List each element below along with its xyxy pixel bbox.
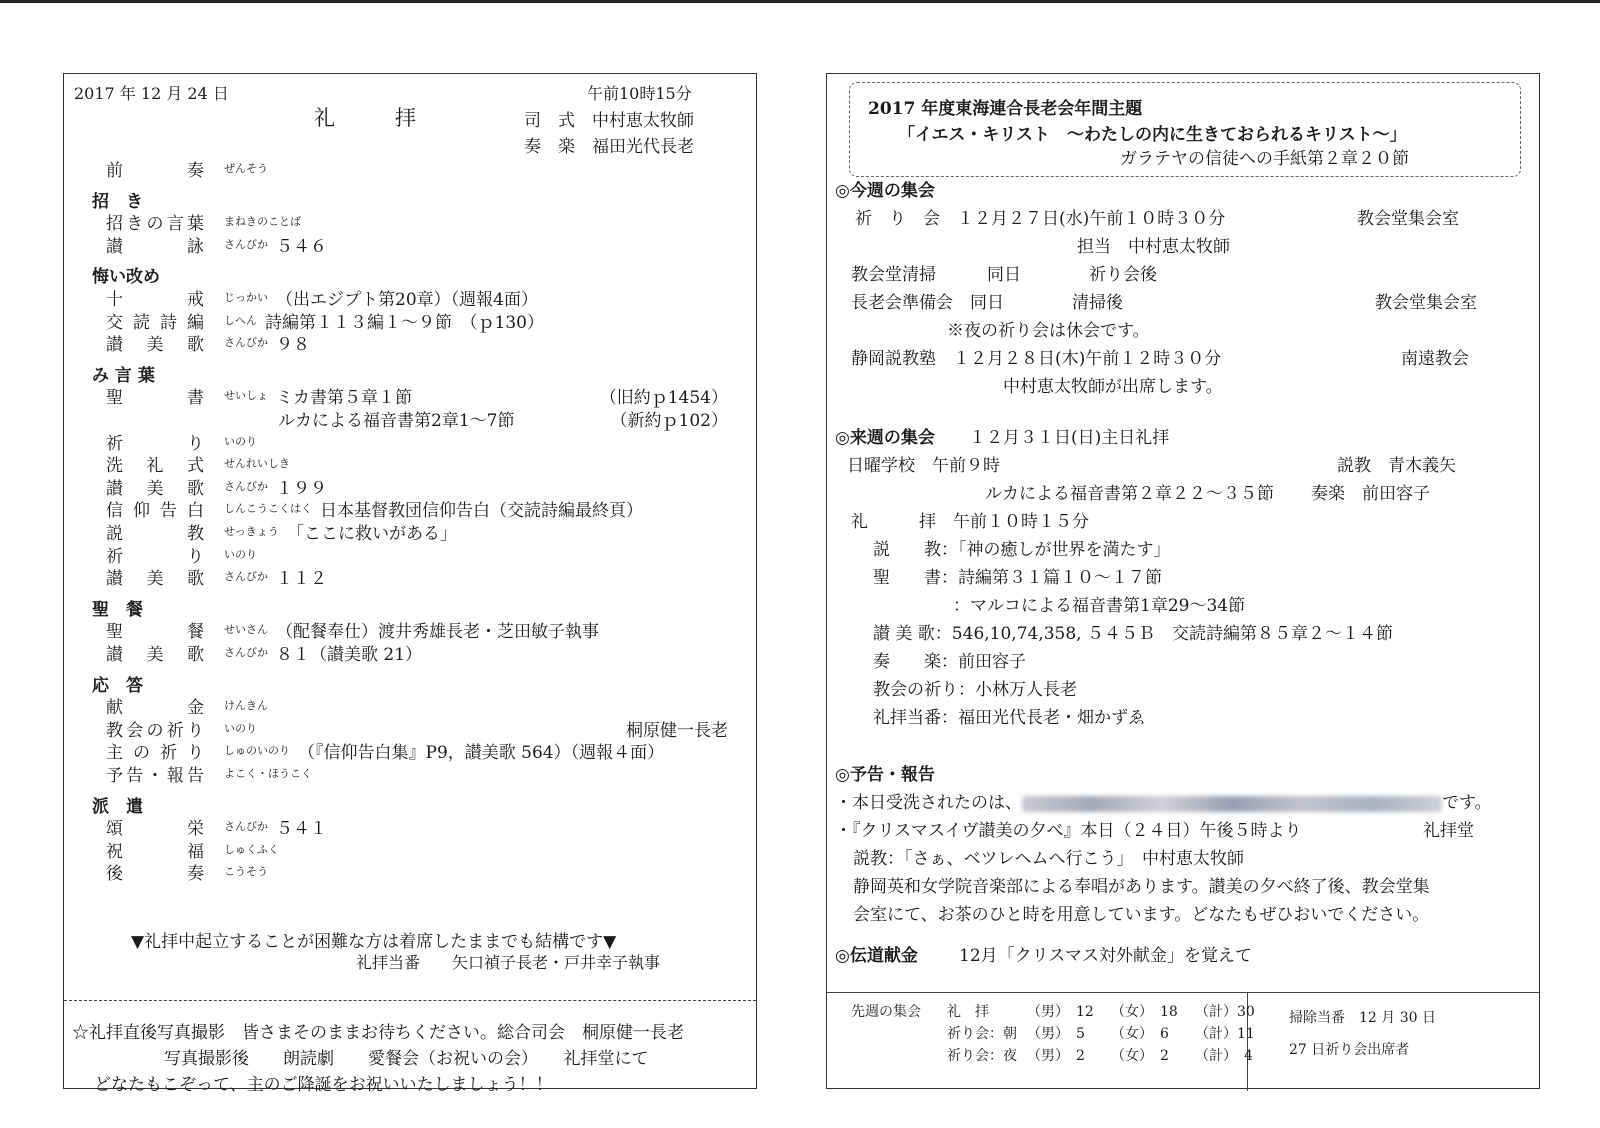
item-value: 詩編第１１３編１～９節 （ｐ130）: [265, 312, 544, 333]
attendance-name: 礼 拝: [947, 1004, 989, 1020]
item-label: 後 奏: [106, 864, 204, 885]
worship-title: 礼 拝: [314, 106, 422, 130]
service-date: 2017 年 12 月 24 日: [74, 84, 229, 103]
next-church-prayer: 教会の祈り：小林万人長老: [873, 680, 1077, 700]
photo-notice-line3: どなたもこぞって、主のご降誕をお祝いいたしましょう！！: [94, 1075, 553, 1095]
attendance-m: （男） 5: [1027, 1026, 1085, 1042]
cleaning-duty: 掃除当番 12 月 30 日: [1289, 1010, 1436, 1026]
item-reading: さんびか: [224, 479, 268, 493]
service-item: [64, 383, 756, 409]
item-value: ９８: [276, 335, 310, 356]
item-label: 説 教: [106, 524, 204, 544]
item-label: 讃 美 歌: [106, 645, 204, 665]
redacted-names: [1022, 796, 1442, 812]
christmas-eve-place: 礼拝堂: [1423, 821, 1474, 841]
next-week-date: １２月３１日(日)主日礼拝: [969, 428, 1170, 448]
weekly-bulletin-panel: [826, 73, 1540, 1089]
this-week-heading: ◎今週の集会: [835, 181, 935, 201]
christmas-eve-event: ・『クリスマスイヴ讃美の夕べ』本日（２４日）午後５時より: [835, 821, 1302, 841]
item-reading: せんれいしき: [224, 457, 290, 471]
item-reading: せっきょう: [224, 525, 279, 538]
attendance-f: （女） 2: [1111, 1048, 1169, 1064]
next-scripture-1: 聖 書：詩編第３１篇１０～１７節: [873, 568, 1162, 588]
baptism-suffix: です。: [1442, 793, 1492, 813]
dashed-divider: [64, 1000, 756, 1001]
item-value: ５４１: [276, 819, 327, 840]
church-cleaning: 教会堂清掃 同日 祈り会後: [851, 265, 1157, 285]
item-reference: 桐原健一長老: [626, 720, 728, 741]
attendance-row: [947, 1045, 1255, 1065]
christmas-eve-desc-2: 会室にて、お茶のひと時を用意しています。どなたもぜひおいでください。: [853, 905, 1430, 925]
preaching-seminar: 静岡説教塾 １２月２８日(木)午前１２時３０分: [851, 349, 1222, 369]
item-reading: いのり: [224, 434, 257, 448]
item-reference: （旧約ｐ1454）: [599, 388, 728, 409]
service-item: [64, 519, 756, 542]
next-scripture-2: ：マルコによる福音書第1章29～34節: [953, 596, 1246, 616]
service-item: [64, 330, 756, 356]
service-item: [64, 837, 756, 860]
section-heading: み 言 葉: [92, 365, 155, 386]
item-label: 讃 美 歌: [106, 335, 204, 356]
service-item: [64, 716, 756, 739]
cleaning-group: 27 日祈り会出席者: [1289, 1042, 1410, 1058]
attendance-m: （男） 2: [1027, 1048, 1085, 1064]
christmas-eve-desc-1: 静岡英和女学院音楽部による奉唱があります。讃美の夕べ終了後、教会堂集: [853, 877, 1430, 897]
service-item: [64, 859, 756, 885]
item-value: ５４６: [276, 236, 327, 257]
elders-meeting-place: 教会堂集会室: [1375, 293, 1477, 313]
item-label: 献 金: [106, 698, 204, 719]
next-hymns: 讃 美 歌：546,10,74,358, ５４５Ｂ 交読詩編第８５章２～１４節: [873, 624, 1393, 644]
service-item: [64, 232, 756, 255]
attendance-box: [827, 992, 1539, 1091]
service-item: [64, 496, 756, 522]
offering-text: 12月「クリスマス対外献金」を覚えて: [959, 946, 1252, 966]
item-reading: しゅくふく: [224, 842, 279, 856]
service-item: [64, 474, 756, 497]
attendance-row: [947, 1001, 1255, 1021]
item-value: ８１（讃美歌 21）: [276, 645, 423, 665]
item-label: 讃 詠: [106, 236, 204, 257]
item-value: ルカによる福音書第2章1～7節: [278, 411, 515, 431]
standing-notice: ▼礼拝中起立することが困難な方は着席したままでも結構です▼: [131, 932, 617, 952]
item-label: 祈 り: [106, 433, 204, 454]
item-label: 前 奏: [106, 161, 204, 181]
service-item: [64, 542, 756, 565]
sunday-school: 日曜学校 午前９時: [847, 456, 1000, 476]
item-reading: しんこうこくはく: [224, 502, 312, 516]
service-item: [64, 156, 756, 179]
item-reference: （新約ｐ102）: [610, 411, 728, 431]
service-item: [64, 617, 756, 643]
prayer-meeting: 祈 り 会 １２月２７日(水)午前１０時３０分: [855, 209, 1226, 229]
item-reading: こうそう: [224, 865, 268, 879]
item-reading: まねきのことば: [224, 215, 301, 229]
item-label: 招きの言葉: [106, 214, 204, 235]
item-value: 「ここに救いがある」: [287, 524, 457, 544]
baptism-announcement: [835, 788, 1492, 813]
musician: 奏 楽 福田光代長老: [524, 137, 694, 157]
attendance-t: （計）11: [1195, 1026, 1255, 1042]
theme-main: 「イエス・キリスト ～わたしの内に生きておられるキリスト～」: [898, 125, 1407, 145]
item-label: 頌 栄: [106, 819, 204, 840]
service-item: [64, 308, 756, 331]
item-label: 聖 書: [106, 388, 204, 409]
section-heading: 悔い改め: [92, 267, 160, 288]
service-item: [64, 761, 756, 784]
announcements-heading: ◎予告・報告: [835, 765, 935, 785]
service-item: [64, 451, 756, 477]
item-reading: さんびか: [224, 820, 268, 834]
attendance-name: 祈り会：朝: [947, 1026, 1017, 1042]
annual-theme-box: [849, 82, 1521, 177]
next-worship-duty: 礼拝当番：福田光代長老・畑かずゑ: [873, 708, 1145, 728]
attendance-row: [947, 1023, 1255, 1043]
item-label: 十 戒: [106, 290, 204, 310]
next-week-heading: ◎来週の集会: [835, 428, 935, 448]
item-label: 讃 美 歌: [106, 569, 204, 590]
item-reading: せいしょ: [224, 389, 268, 403]
item-reading: さんびか: [224, 570, 268, 584]
item-reading: よこく・ほうこく: [224, 767, 312, 780]
item-reading: ぜんそう: [224, 162, 268, 175]
attendance-name: 祈り会：夜: [947, 1048, 1017, 1064]
item-label: 祝 福: [106, 841, 204, 862]
item-value: （配餐奉仕）渡井秀雄長老・芝田敏子執事: [276, 622, 599, 643]
page-top-edge: [0, 0, 1600, 3]
service-item: [64, 285, 756, 308]
worship-order-panel: [63, 73, 757, 1095]
prayer-meeting-charge: 担当 中村恵太牧師: [1077, 237, 1230, 257]
baptism-prefix: ・本日受洗されたのは、: [835, 793, 1022, 813]
preaching-seminar-note: 中村恵太牧師が出席します。: [1003, 377, 1223, 397]
item-value: 日本基督教団信仰告白（交読詩編最終頁）: [320, 501, 643, 522]
christmas-eve-sermon: 説教：「さぁ、ベツレヘムへ行こう」 中村恵太牧師: [853, 849, 1244, 869]
section-heading: 派 遣: [92, 796, 143, 817]
attendance-t: （計）30: [1195, 1004, 1255, 1020]
service-item: [64, 429, 756, 452]
offering-heading: ◎伝道献金: [835, 946, 918, 966]
item-label: 聖 餐: [106, 622, 204, 643]
next-worship: 礼 拝 午前１０時１５分: [851, 512, 1089, 532]
sunday-school-preacher: 説教 青木義矢: [1337, 456, 1456, 476]
item-reading: せいさん: [224, 623, 268, 637]
service-item: [64, 406, 756, 429]
service-item: [64, 564, 756, 590]
worship-duty: 礼拝当番 矢口禎子長老・戸井幸子執事: [356, 953, 661, 972]
item-label: 交読詩編: [106, 312, 204, 333]
item-label: 教会の祈り: [106, 720, 204, 741]
sunday-school-music: 奏楽 前田容子: [1311, 484, 1430, 504]
item-reading: さんびか: [224, 237, 268, 251]
item-label: 主の祈り: [106, 743, 204, 764]
item-label: 予告・報告: [106, 766, 204, 786]
item-reading: さんびか: [224, 336, 268, 350]
item-value: （『信仰告白集』P9，讃美歌 564）（週報４面）: [298, 743, 665, 764]
prayer-meeting-place: 教会堂集会室: [1357, 209, 1459, 229]
item-label: 信仰告白: [106, 501, 204, 522]
attendance-t: （計） 4: [1195, 1048, 1253, 1064]
section-heading: 招 き: [92, 191, 143, 212]
item-value: １９９: [276, 478, 327, 499]
service-item: [64, 814, 756, 840]
item-reading: しゅのいのり: [224, 744, 290, 758]
attendance-f: （女） 6: [1111, 1026, 1169, 1042]
next-music: 奏 楽：前田容子: [873, 652, 1026, 672]
item-value: （出エジプト第20章）（週報4面）: [276, 290, 538, 310]
service-item: [64, 640, 756, 663]
item-reading: さんびか: [224, 646, 268, 659]
sunday-school-text: ルカによる福音書第２章２２～３５節: [985, 484, 1274, 504]
service-item: [64, 738, 756, 764]
service-time: 午前10時15分: [587, 84, 692, 103]
section-heading: 聖 餐: [92, 599, 143, 620]
photo-notice-line2: 写真撮影後 朗読劇 愛餐会（お祝いの会） 礼拝堂にて: [164, 1049, 649, 1069]
item-value: １１２: [276, 569, 327, 590]
item-label: 洗 礼 式: [106, 456, 204, 477]
photo-notice-line1: ☆礼拝直後写真撮影 皆さまそのままお待ちください。総合司会 桐原健一長老: [72, 1023, 684, 1043]
attendance-m: （男） 12: [1027, 1004, 1094, 1020]
theme-reference: ガラテヤの信徒への手紙第２章２０節: [1120, 149, 1409, 169]
officiant: 司 式 中村恵太牧師: [524, 111, 694, 131]
last-week-label: 先週の集会: [851, 1004, 921, 1020]
night-prayer-note: ※夜の祈り会は休会です。: [947, 321, 1150, 341]
item-reading: じっかい: [224, 291, 268, 304]
item-reading: けんきん: [224, 699, 268, 713]
elders-meeting-prep: 長老会準備会 同日 清掃後: [851, 293, 1123, 313]
item-reading: いのり: [224, 547, 257, 561]
item-label: 讃 美 歌: [106, 478, 204, 499]
item-reading: しへん: [224, 313, 257, 327]
theme-title: 2017 年度東海連合長老会年間主題: [868, 99, 1143, 119]
preaching-seminar-place: 南遠教会: [1401, 349, 1469, 369]
section-heading: 応 答: [92, 675, 143, 696]
service-item: [64, 209, 756, 235]
service-item: [64, 693, 756, 719]
attendance-f: （女） 18: [1111, 1004, 1178, 1020]
next-sermon: 説 教：「神の癒しが世界を満たす」: [873, 540, 1171, 560]
item-reading: いのり: [224, 721, 257, 735]
item-value: ミカ書第５章１節: [276, 388, 412, 409]
item-label: 祈 り: [106, 546, 204, 567]
